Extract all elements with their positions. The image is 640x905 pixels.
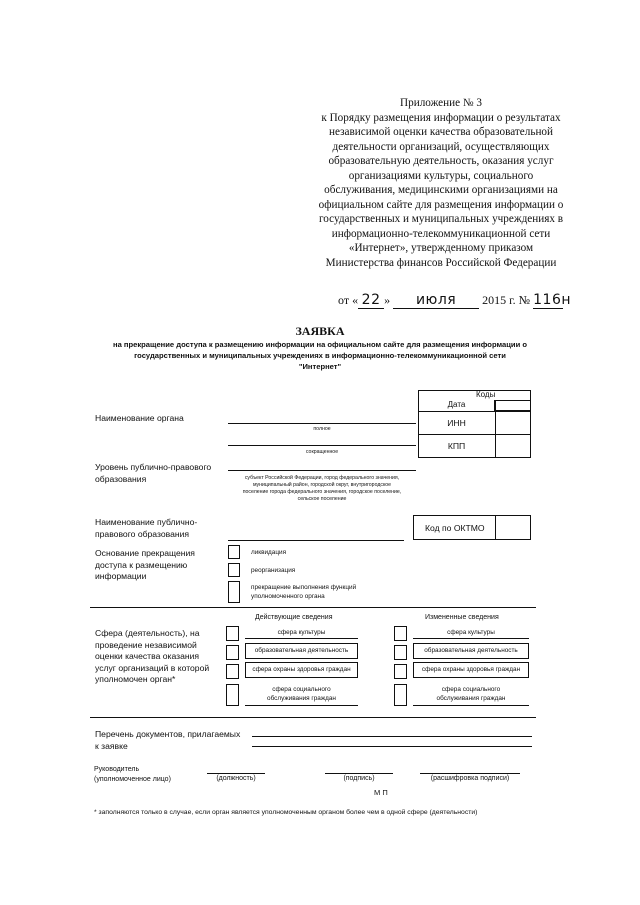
footnote: * заполняются только в случае, если орган является уполномоченным органом более чем в одной сфере (деятельности)	[94, 809, 478, 816]
basis-label	[95, 548, 195, 583]
changed-social-line: обслуживания граждан	[436, 694, 506, 702]
date-label: Дата	[447, 400, 466, 409]
changed-social-line: сфера социального	[441, 686, 501, 693]
appendix-line: Приложение № 3	[400, 97, 482, 109]
sphere-label-line: проведение независимой	[95, 639, 197, 650]
signature-caption: (подпись)	[343, 775, 375, 782]
changed-culture-checkbox[interactable]	[394, 626, 407, 641]
org-full-caption: полное	[313, 426, 331, 432]
current-education-label: образовательная деятельность	[254, 647, 349, 654]
head-label-line: (уполномоченное лицо)	[94, 776, 171, 783]
appendix-line: организациями культуры, социального	[348, 169, 534, 182]
section-divider	[90, 717, 536, 718]
org-full-line[interactable]	[228, 423, 416, 424]
current-social-line: обслуживания граждан	[267, 694, 336, 702]
basis-label-line: информации	[95, 571, 147, 581]
form-subtitle	[80, 339, 560, 372]
form-title: ЗАЯВКА	[295, 324, 345, 338]
level-line[interactable]	[228, 470, 416, 471]
org-short-line[interactable]	[228, 445, 416, 446]
level-hint-line: субъект Российской Федерации, город федерального значения,	[244, 475, 400, 481]
appendix-line: деятельности организаций, осуществляющих	[332, 140, 550, 153]
org-name-label: Наименование органа	[95, 413, 184, 423]
changed-education-checkbox[interactable]	[394, 645, 407, 660]
date-value-cell[interactable]	[495, 400, 531, 411]
inn-label: ИНН	[447, 418, 466, 428]
current-social-checkbox[interactable]	[226, 684, 239, 706]
docs-label	[95, 729, 240, 752]
subtitle-line: государственных и муниципальных учреждениях в информационно-телекоммуникационной сети	[134, 351, 506, 360]
liquidation-checkbox[interactable]	[228, 545, 240, 559]
level-label-line: образования	[95, 473, 147, 484]
order-day: 22	[358, 292, 384, 309]
order-line	[338, 292, 571, 309]
termination-checkbox[interactable]	[228, 581, 240, 603]
order-mid: »	[384, 293, 391, 307]
decode-line[interactable]	[420, 773, 520, 774]
appendix-line: независимой оценки качества образовательной	[328, 126, 554, 138]
order-month: июля	[393, 292, 479, 309]
appendix-line: образовательную деятельность, оказания услуг	[328, 155, 554, 167]
termination-label	[251, 584, 356, 601]
basis-label-line: Основание прекращения	[95, 548, 195, 558]
section-divider	[90, 607, 536, 608]
changed-health-label: сфера охраны здоровья граждан	[421, 666, 521, 673]
position-caption: (должность)	[216, 775, 256, 782]
termination-label-line: уполномоченного органа	[251, 592, 325, 600]
changed-education-label: образовательная деятельность	[424, 647, 518, 654]
appendix-line: обслуживания, медицинскими организациями на	[324, 184, 558, 196]
reorganization-checkbox[interactable]	[228, 563, 240, 577]
stamp-label: М П	[374, 788, 388, 797]
kpp-label: КПП	[447, 441, 466, 451]
changed-social-checkbox[interactable]	[394, 684, 407, 706]
docs-line[interactable]	[252, 746, 532, 747]
current-culture-checkbox[interactable]	[226, 626, 239, 641]
order-prefix: от «	[338, 293, 359, 307]
changed-header: Измененные сведения	[425, 614, 499, 621]
level-hint	[228, 475, 416, 503]
sphere-label-line: услуг организаций в которой	[95, 662, 210, 673]
appendix-line: государственных и муниципальных учреждениях в	[318, 213, 564, 225]
docs-label-line: к заявке	[95, 740, 128, 751]
oktmo-divider	[495, 515, 496, 540]
order-number: 116н	[533, 292, 571, 308]
level-label	[95, 462, 211, 485]
docs-line[interactable]	[252, 736, 532, 737]
current-social-line: сфера социального	[272, 686, 331, 693]
level-label-line: Уровень публично-правового	[95, 462, 212, 472]
appendix-line: «Интернет», утвержденному приказом	[348, 242, 534, 254]
reorganization-label: реорганизация	[251, 567, 296, 574]
changed-culture-label: сфера культуры	[447, 629, 495, 636]
head-label-line: Руководитель	[94, 766, 140, 773]
position-line[interactable]	[207, 773, 265, 774]
ppo-label-line: Наименование публично-	[95, 517, 198, 527]
appendix-line: к Порядку размещения информации о результатах	[321, 111, 561, 124]
level-hint-line: сельское поселение	[297, 496, 347, 502]
current-health-checkbox[interactable]	[226, 664, 239, 679]
current-header: Действующие сведения	[255, 614, 333, 621]
order-year: 2015 г. №	[482, 293, 531, 307]
subtitle-line: "Интернет"	[298, 362, 342, 371]
sphere-label-line: Сфера (деятельность), на	[95, 628, 200, 638]
current-culture-label: сфера культуры	[277, 629, 326, 636]
basis-label-line: доступа к размещению	[95, 559, 188, 570]
appendix-line: официальном сайте для размещения информации о	[318, 198, 564, 211]
codes-header: Коды	[476, 390, 496, 399]
signature-line[interactable]	[325, 773, 393, 774]
appendix-line: Министерства финансов Российской Федерации	[325, 256, 557, 269]
sphere-label	[95, 628, 209, 686]
level-hint-line: муниципальный район, городской округ, внутригородское	[252, 482, 392, 488]
changed-social-underline	[413, 705, 529, 706]
sphere-label-line: оценки качества оказания	[95, 651, 200, 661]
current-education-checkbox[interactable]	[226, 645, 239, 660]
level-hint-line: поселение города федерального значения, городское поселение,	[242, 489, 402, 495]
current-social-underline	[245, 705, 358, 706]
sphere-label-line: уполномочен орган*	[95, 674, 176, 684]
docs-label-line: Перечень документов, прилагаемых	[95, 729, 241, 739]
org-short-caption: сокращенное	[305, 449, 339, 455]
appendix-line: информационно-телекоммуникационной сети	[331, 227, 551, 240]
ppo-line[interactable]	[228, 540, 404, 541]
decode-caption: (расшифровка подписи)	[430, 775, 510, 782]
changed-social-label	[413, 686, 529, 703]
liquidation-label: ликвидация	[251, 549, 287, 556]
current-health-label: сфера охраны здоровья граждан	[252, 666, 351, 673]
appendix-header	[300, 96, 582, 270]
changed-health-checkbox[interactable]	[394, 664, 407, 679]
oktmo-label: Код по ОКТМО	[425, 523, 485, 533]
ppo-label-line: правового образования	[95, 528, 190, 539]
head-label	[94, 765, 171, 785]
termination-label-line: прекращение выполнения функций	[251, 584, 357, 591]
subtitle-line: на прекращение доступа к размещению информации на официальном сайте для размещения информации о	[113, 340, 527, 349]
current-social-label	[245, 686, 358, 703]
ppo-label	[95, 517, 197, 540]
